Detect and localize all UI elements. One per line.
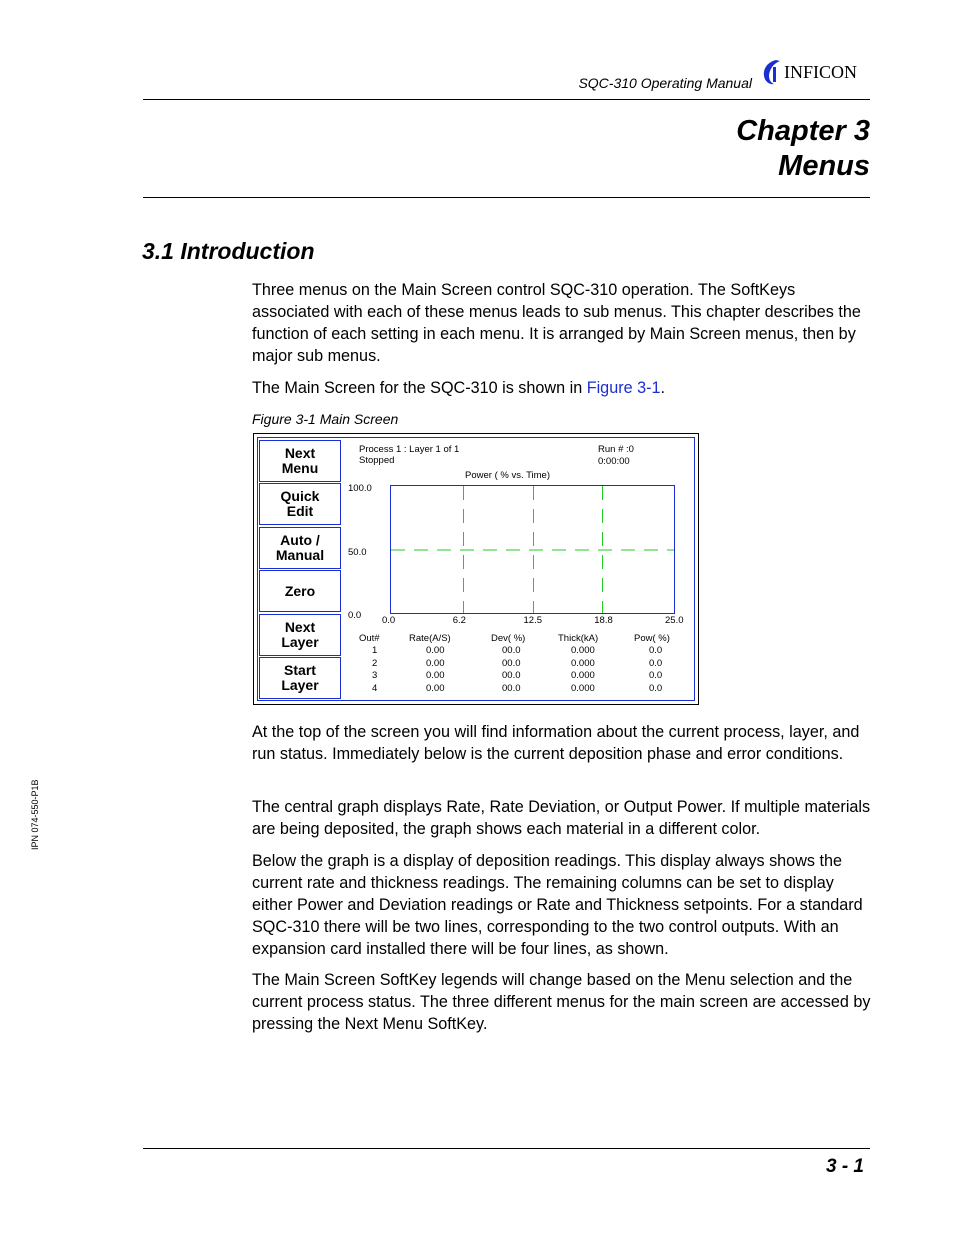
table-cell: 00.0	[502, 657, 521, 669]
table-cell: 00.0	[502, 645, 521, 656]
page-number: 3 - 1	[825, 1156, 864, 1177]
table-cell: 0.0	[649, 670, 663, 681]
table-cell: 0.00	[426, 645, 445, 656]
figure-caption: Figure 3-1 Main Screen	[252, 411, 399, 427]
softkey-quick-edit[interactable]: Quick Edit	[259, 483, 341, 525]
table-header-cell: Pow( %)	[634, 633, 670, 644]
table-header-cell: Out#	[359, 633, 380, 644]
plot-area	[390, 485, 675, 614]
table-cell: 3	[372, 670, 378, 681]
figure-3-1-link[interactable]: Figure 3-1	[586, 379, 661, 397]
run-number: Run # :0	[598, 444, 634, 455]
table-header-cell: Thick(kA)	[558, 633, 599, 644]
x-tick-label: 18.8	[594, 615, 613, 626]
body-paragraph-6	[252, 969, 872, 1035]
chapter-number: Chapter 3	[736, 115, 870, 147]
intro-text-2-pre: The Main Screen for the SQC-310 is shown in	[252, 379, 587, 397]
inficon-logo	[760, 58, 872, 86]
table-cell: 00.0	[502, 670, 521, 681]
table-cell: 0.0	[649, 682, 663, 694]
intro-text-1: Three menus on the Main Screen control SQC-310 operation. The SoftKeys associated with each of these menus leads to sub menus. This chapter describes the function of each setting in each menu. It is arranged by Main Screen menus, then by major sub menus.	[252, 281, 861, 365]
table-cell: 0.00	[426, 682, 445, 694]
table-cell: 1	[372, 645, 378, 656]
intro-paragraph-1	[252, 279, 872, 367]
footer-rule	[143, 1148, 870, 1149]
table-cell: 2	[372, 657, 378, 669]
table-header-cell: Dev( %)	[491, 633, 526, 644]
intro-text-2	[252, 377, 872, 399]
body-text-3: At the top of the screen you will find information about the current process, layer, and run status. Immediately below is the current deposition phase and error conditions.	[252, 723, 860, 763]
body-paragraph-3	[252, 721, 872, 765]
manual-title: SQC-310 Operating Manual	[578, 75, 752, 91]
chapter-name: Menus	[778, 150, 870, 182]
table-cell: 0.000	[571, 657, 595, 669]
body-text-5: Below the graph is a display of deposition readings. This display always shows the current rate and thickness readings. The remaining columns can be set to display either Power and Deviation readings or Rate and Thickness setpoints. For a standard SQC-310 there will be two lines, corresponding to the two control outputs. With an expansion card installed there will be four lines, as shown.	[252, 852, 863, 958]
x-tick-label: 12.5	[523, 615, 542, 626]
plot-grid	[391, 486, 674, 613]
run-time: 0:00:00	[598, 456, 630, 467]
table-cell: 0.000	[571, 670, 595, 681]
y-tick-label: 50.0	[348, 546, 367, 558]
document-id: IPN 074-550-P1B	[30, 779, 40, 850]
intro-paragraph-2	[252, 377, 872, 399]
y-tick-label: 0.0	[348, 610, 362, 621]
table-cell: 0.00	[426, 670, 445, 681]
body-text-4: The central graph displays Rate, Rate Deviation, or Output Power. If multiple materials are being deposited, the graph shows each material in a different color.	[252, 798, 871, 838]
section-heading: 3.1 Introduction	[142, 238, 315, 264]
softkey-start-layer[interactable]: Start Layer	[259, 657, 341, 699]
process-state: Stopped	[359, 455, 395, 466]
body-paragraph-5	[252, 850, 872, 960]
table-cell: 0.000	[571, 645, 595, 656]
table-cell: 0.0	[649, 645, 663, 656]
graph-title: Power ( % vs. Time)	[465, 470, 550, 481]
chapter-title	[736, 114, 870, 184]
softkey-zero[interactable]: Zero	[259, 570, 341, 612]
x-tick-label: 6.2	[452, 615, 466, 626]
softkey-next-layer[interactable]: Next Layer	[259, 614, 341, 656]
table-cell: 0.0	[649, 657, 663, 669]
body-text-6: The Main Screen SoftKey legends will change based on the Menu selection and the current process status. The three different menus for the main screen are accessed by pressing the Next Menu SoftKey.	[252, 971, 871, 1033]
header-rule	[143, 99, 870, 100]
x-tick-label: 25.0	[665, 615, 684, 626]
softkey-next-menu[interactable]: Next Menu	[259, 440, 341, 482]
table-cell: 00.0	[502, 682, 521, 694]
inficon-logo-icon	[760, 58, 784, 86]
chapter-rule	[143, 197, 870, 198]
table-cell: 0.00	[426, 657, 445, 669]
intro-text-2-post: .	[660, 379, 665, 397]
table-header-cell: Rate(A/S)	[409, 633, 451, 644]
x-tick-label: 0.0	[382, 615, 396, 626]
table-cell: 0.000	[571, 682, 595, 694]
table-cell: 4	[372, 682, 378, 694]
process-status: Process 1 : Layer 1 of 1	[359, 444, 460, 455]
logo-text: INFICON	[784, 62, 858, 82]
softkey-auto-manual[interactable]: Auto / Manual	[259, 527, 341, 569]
body-paragraph-4	[252, 796, 872, 840]
y-tick-label: 100.0	[348, 483, 372, 494]
